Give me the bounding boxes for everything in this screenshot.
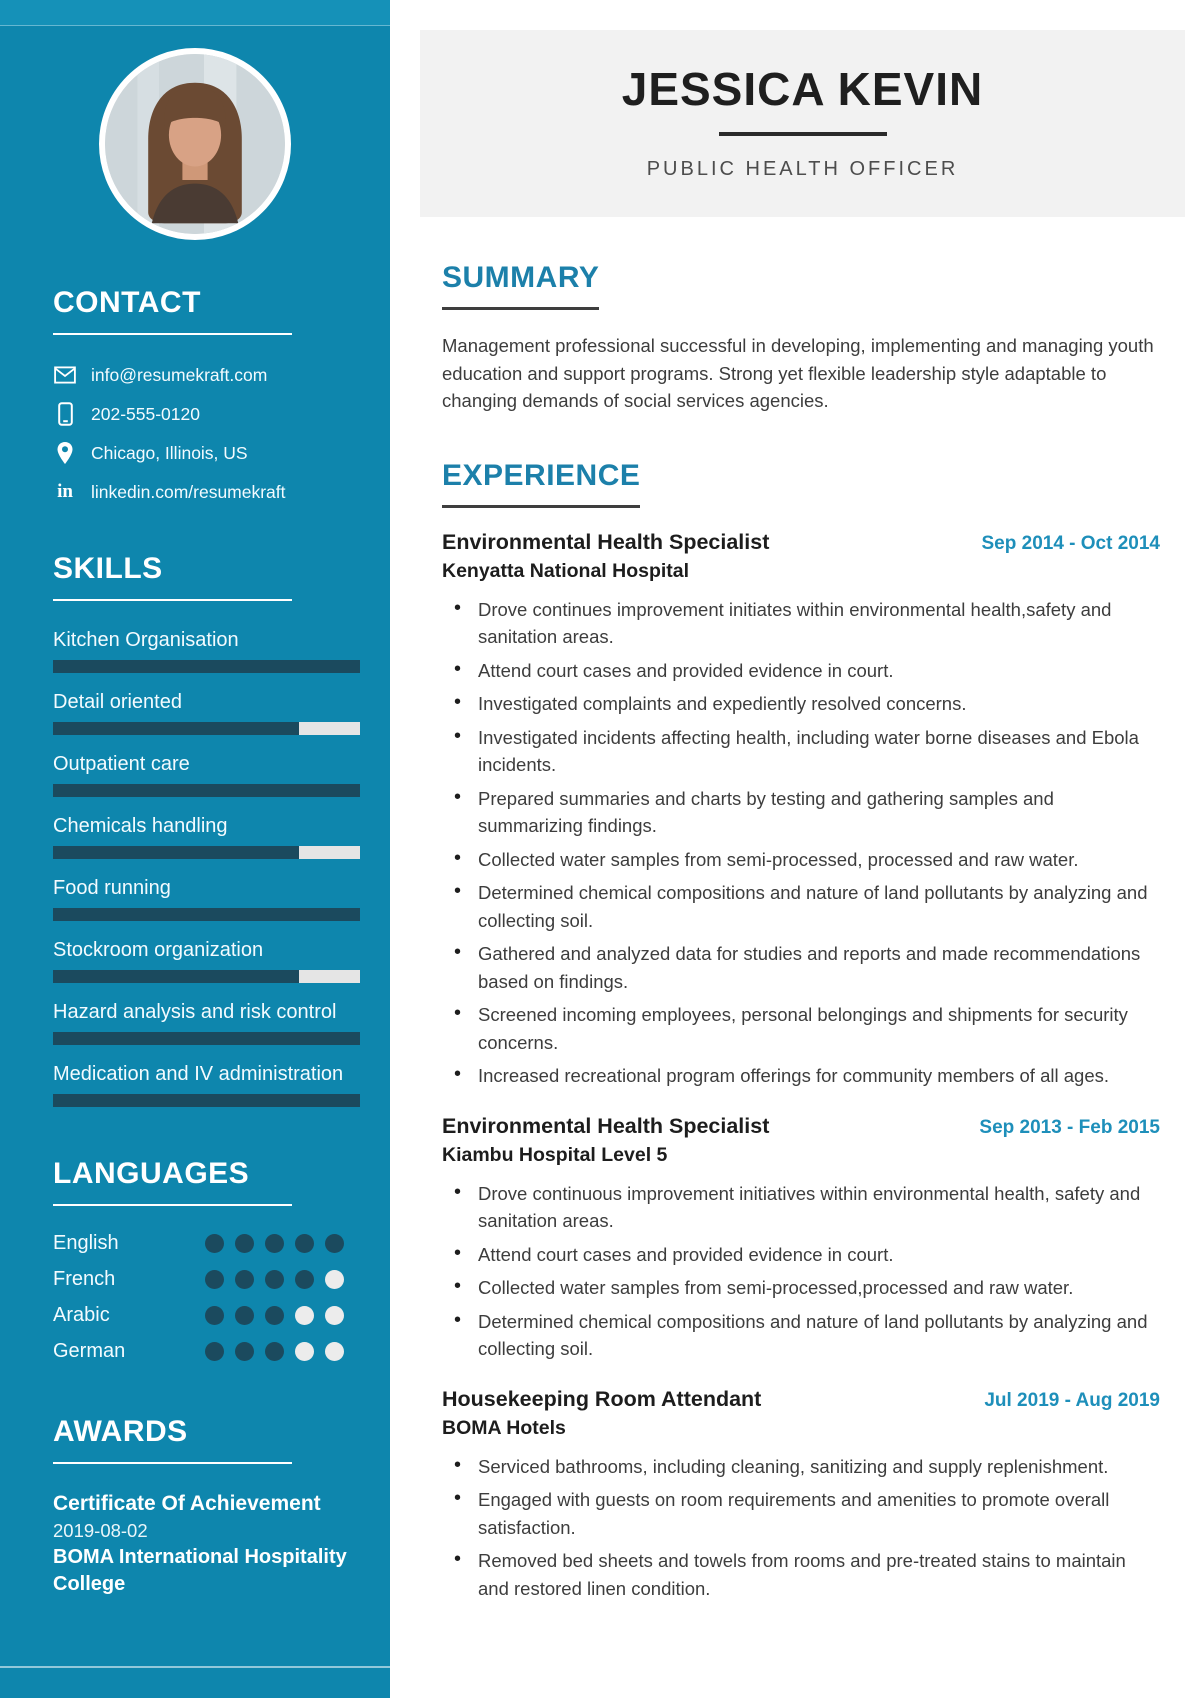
skill-bar-track: [53, 660, 360, 673]
skill-bar-track: [53, 784, 360, 797]
experience-bullet: • Investigated complaints and expediently resolved concerns.: [442, 690, 1160, 718]
job-bullets: [442, 1180, 1160, 1363]
language-label: Arabic: [53, 1304, 110, 1326]
profile-photo: [99, 48, 291, 240]
skill-label: Kitchen Organisation: [53, 629, 239, 651]
contact-row-linkedin: [53, 480, 360, 504]
awards-section: [0, 1415, 390, 1598]
experience-job: [442, 1114, 1160, 1363]
skill-item: [53, 999, 360, 1045]
sidebar-bottom-divider: [0, 1666, 390, 1668]
header: [420, 30, 1185, 217]
skill-bar-fill: [53, 970, 299, 983]
languages-list: [53, 1232, 360, 1363]
level-dot-filled: [265, 1234, 284, 1253]
experience-bullet: • Attend court cases and provided evidence in court.: [442, 657, 1160, 685]
language-row: [53, 1232, 360, 1255]
sidebar: [0, 0, 390, 1698]
level-dot-filled: [325, 1234, 344, 1253]
skill-bar-track: [53, 908, 360, 921]
contact-list: [53, 363, 360, 504]
skill-item: [53, 1061, 360, 1107]
skill-label: Detail oriented: [53, 691, 182, 713]
languages-heading: LANGUAGES: [53, 1157, 250, 1190]
job-role: Environmental Health Specialist: [442, 1113, 770, 1138]
candidate-title: PUBLIC HEALTH OFFICER: [646, 158, 959, 180]
skill-bar-fill: [53, 846, 299, 859]
level-dot-filled: [295, 1270, 314, 1289]
sidebar-top-strip: [0, 0, 390, 26]
language-row: [53, 1304, 360, 1327]
experience-bullet: • Collected water samples from semi-processed, processed and raw water.: [442, 846, 1160, 874]
skill-bar-track: [53, 1094, 360, 1107]
languages-section: [0, 1157, 390, 1363]
skill-bar-track: [53, 846, 360, 859]
level-dot-filled: [205, 1234, 224, 1253]
contact-row-location: [53, 441, 360, 465]
level-dot-filled: [235, 1342, 254, 1361]
language-row: [53, 1340, 360, 1363]
experience-job: [442, 530, 1160, 1090]
skill-bar-fill: [53, 1094, 360, 1107]
email-icon: [53, 363, 77, 387]
level-dot-filled: [265, 1306, 284, 1325]
skill-item: [53, 689, 360, 735]
skills-section: [0, 552, 390, 1107]
job-header: [442, 1387, 1160, 1412]
job-header: [442, 530, 1160, 555]
language-level-dots: [205, 1234, 344, 1253]
job-bullets: [442, 1453, 1160, 1603]
skills-heading-underline: [53, 599, 292, 601]
experience-bullet: • Drove continuous improvement initiatives within environmental health, safety and sanitation areas.: [442, 1180, 1160, 1235]
award-title: Certificate Of Achievement: [53, 1492, 321, 1515]
job-company: Kiambu Hospital Level 5: [442, 1143, 668, 1166]
skill-bar-fill: [53, 722, 299, 735]
contact-row-phone: [53, 402, 360, 426]
skill-bar-track: [53, 970, 360, 983]
location-icon: [53, 441, 77, 465]
name-underline: [719, 132, 887, 136]
experience-bullet: • Serviced bathrooms, including cleaning, sanitizing and supply replenishment.: [442, 1453, 1160, 1481]
skill-label: Outpatient care: [53, 753, 190, 775]
experience-bullet: • Engaged with guests on room requirements and amenities to promote overall satisfaction.: [442, 1486, 1160, 1541]
profile-photo-illustration: [105, 54, 285, 234]
level-dot-filled: [295, 1234, 314, 1253]
skill-bar-fill: [53, 784, 360, 797]
skills-heading: SKILLS: [53, 552, 163, 585]
experience-bullet: • Investigated incidents affecting health, including water borne diseases and Ebola incidents.: [442, 724, 1160, 779]
job-header: [442, 1114, 1160, 1139]
experience-bullet: • Collected water samples from semi-processed,processed and raw water.: [442, 1274, 1160, 1302]
summary-text: Management professional successful in developing, implementing and managing youth education and support programs. Strong yet flexible leadership style adaptable to changing demands of social services agencies.: [442, 335, 1154, 411]
language-level-dots: [205, 1270, 344, 1289]
skill-bar-fill: [53, 660, 360, 673]
level-dot-empty: [325, 1270, 344, 1289]
skill-bar-fill: [53, 1032, 360, 1045]
award-date: 2019-08-02: [53, 1520, 148, 1541]
skill-item: [53, 875, 360, 921]
award-organization: BOMA International Hospitality College: [53, 1546, 347, 1595]
experience-bullet: • Drove continues improvement initiates within environmental health,safety and sanitation areas.: [442, 596, 1160, 651]
language-row: [53, 1268, 360, 1291]
contact-location: Chicago, Illinois, US: [91, 442, 248, 463]
language-level-dots: [205, 1306, 344, 1325]
main-column: [390, 0, 1200, 1698]
skill-label: Stockroom organization: [53, 939, 264, 961]
skill-item: [53, 813, 360, 859]
summary-heading: SUMMARY: [442, 261, 599, 310]
experience-bullet: • Attend court cases and provided evidence in court.: [442, 1241, 1160, 1269]
level-dot-empty: [325, 1342, 344, 1361]
award-item: [53, 1490, 360, 1598]
level-dot-filled: [205, 1270, 224, 1289]
skills-list: [53, 627, 360, 1107]
linkedin-icon: in: [57, 481, 73, 502]
level-dot-filled: [235, 1234, 254, 1253]
language-label: French: [53, 1268, 116, 1290]
experience-jobs: [442, 530, 1160, 1603]
language-level-dots: [205, 1342, 344, 1361]
skill-item: [53, 751, 360, 797]
job-role: Environmental Health Specialist: [442, 529, 770, 554]
skill-item: [53, 937, 360, 983]
skill-bar-track: [53, 1032, 360, 1045]
experience-bullet: • Gathered and analyzed data for studies and reports and made recommendations based on findings.: [442, 940, 1160, 995]
job-bullets: [442, 596, 1160, 1090]
level-dot-filled: [265, 1270, 284, 1289]
experience-job: [442, 1387, 1160, 1603]
skill-bar-track: [53, 722, 360, 735]
experience-bullet: • Increased recreational program offerings for community members of all ages.: [442, 1062, 1160, 1090]
skill-label: Chemicals handling: [53, 815, 228, 837]
awards-heading: AWARDS: [53, 1415, 188, 1448]
experience-bullet: • Removed bed sheets and towels from rooms and pre-treated stains to maintain and restored linen condition.: [442, 1547, 1160, 1602]
language-label: German: [53, 1340, 126, 1362]
skill-item: [53, 627, 360, 673]
job-dates: Jul 2019 - Aug 2019: [984, 1389, 1160, 1411]
level-dot-filled: [235, 1270, 254, 1289]
level-dot-filled: [205, 1306, 224, 1325]
awards-heading-underline: [53, 1462, 292, 1464]
job-dates: Sep 2014 - Oct 2014: [981, 532, 1160, 554]
phone-icon: [53, 402, 77, 426]
level-dot-filled: [205, 1342, 224, 1361]
skill-label: Hazard analysis and risk control: [53, 1001, 337, 1023]
level-dot-empty: [325, 1306, 344, 1325]
experience-bullet: • Screened incoming employees, personal belongings and shipments for security concerns.: [442, 1001, 1160, 1056]
level-dot-empty: [295, 1342, 314, 1361]
skill-label: Food running: [53, 877, 171, 899]
experience-heading: EXPERIENCE: [442, 459, 640, 508]
job-dates: Sep 2013 - Feb 2015: [979, 1116, 1160, 1138]
candidate-name: JESSICA KEVIN: [621, 63, 984, 115]
contact-section: [0, 286, 390, 504]
skill-label: Medication and IV administration: [53, 1063, 344, 1085]
experience-bullet: • Determined chemical compositions and nature of land pollutants by analyzing and collecting soil.: [442, 1308, 1160, 1363]
contact-heading: CONTACT: [53, 286, 201, 319]
job-company: BOMA Hotels: [442, 1416, 566, 1439]
contact-heading-underline: [53, 333, 292, 335]
experience-bullet: • Determined chemical compositions and nature of land pollutants by analyzing and collecting soil.: [442, 879, 1160, 934]
languages-heading-underline: [53, 1204, 292, 1206]
experience-section: [442, 459, 1160, 1603]
level-dot-filled: [265, 1342, 284, 1361]
summary-section: [442, 261, 1160, 415]
job-company: Kenyatta National Hospital: [442, 559, 690, 582]
contact-phone: 202-555-0120: [91, 403, 200, 424]
skill-bar-fill: [53, 908, 360, 921]
contact-email: info@resumekraft.com: [91, 364, 268, 385]
language-label: English: [53, 1232, 119, 1254]
experience-bullet: • Prepared summaries and charts by testing and gathering samples and summarizing findings.: [442, 785, 1160, 840]
contact-linkedin: linkedin.com/resumekraft: [91, 481, 286, 502]
level-dot-empty: [295, 1306, 314, 1325]
level-dot-filled: [235, 1306, 254, 1325]
job-role: Housekeeping Room Attendant: [442, 1386, 762, 1411]
contact-row-email: [53, 363, 360, 387]
main-content: [390, 261, 1200, 1602]
